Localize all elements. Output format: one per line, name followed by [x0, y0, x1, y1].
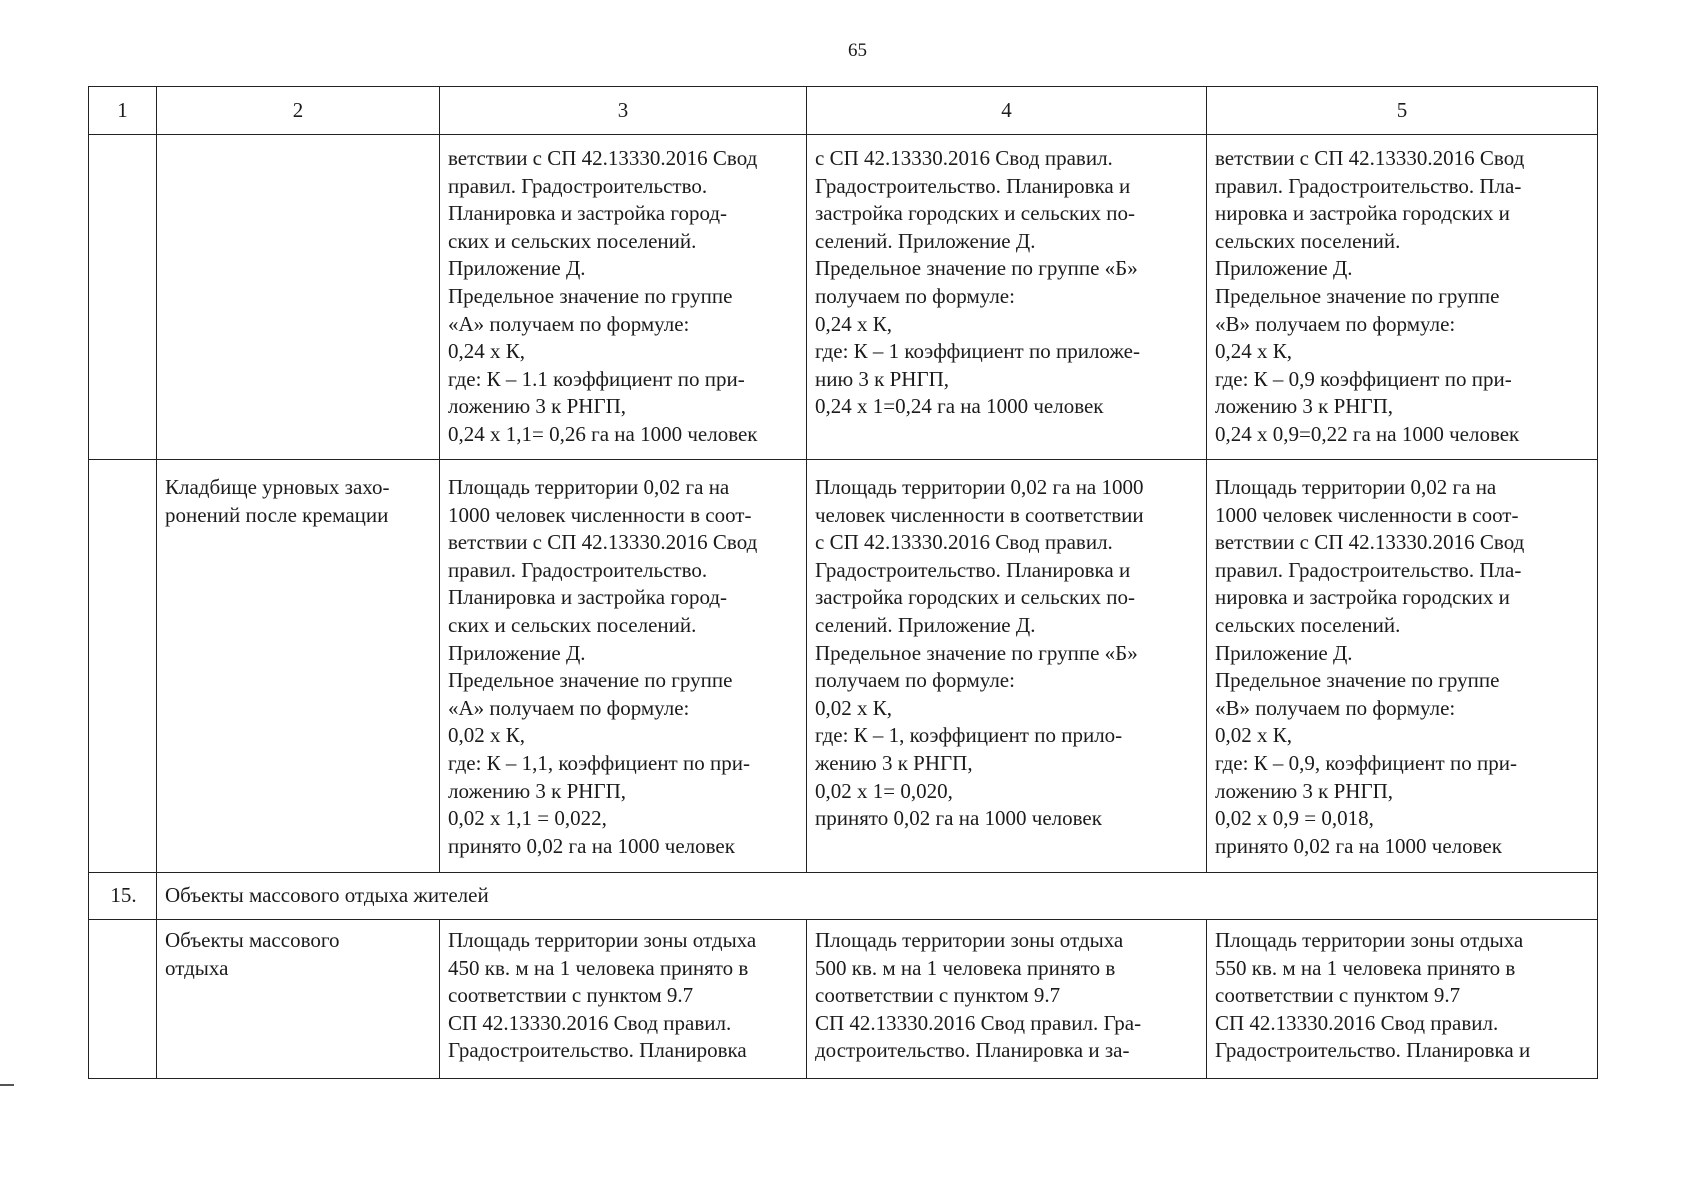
table-row-recreation	[89, 920, 1598, 1079]
cell-text-line: Площадь территории зоны отдыха	[448, 928, 757, 952]
cell-text-line: 1000 человек численности в соот-	[448, 502, 752, 527]
row-number-cell	[89, 460, 157, 873]
cell-text-line: правил. Градостроительство. Пла-	[1215, 173, 1522, 198]
cell-text-line: где: К – 0,9 коэффициент по при-	[1215, 366, 1512, 391]
cell-text-line: Градостроительство. Планировка и	[815, 557, 1131, 582]
cell-text-line: 0,24 х К,	[448, 339, 526, 364]
cell-text-line: Градостроительство. Планировка и	[1215, 1038, 1531, 1063]
cell-text-line: Объекты массового	[165, 928, 340, 952]
cell-text-line: человек численности в соответствии	[815, 502, 1144, 527]
cell-text-line: сельских поселений.	[1215, 612, 1401, 637]
cell-text-line: 0,02 х К,	[815, 695, 893, 720]
cell-text-line: 500 кв. м на 1 человека принято в	[815, 955, 1116, 980]
column-header-1: 1	[89, 87, 157, 135]
cell-text-line: нировка и застройка городских и	[1215, 201, 1510, 226]
cell-text-line: получаем по формуле:	[815, 668, 1015, 693]
cell-text-line: Предельное значение по группе «Б»	[815, 640, 1138, 665]
cell-text-line: ветствии с СП 42.13330.2016 Свод	[1215, 530, 1525, 555]
group-a-cell	[440, 920, 807, 1079]
cell-text-line: правил. Градостроительство.	[448, 173, 708, 198]
cell-text-line: Предельное значение по группе «Б»	[815, 256, 1138, 281]
cell-text-line: 0,02 х 1,1 = 0,022,	[448, 806, 607, 831]
group-c-cell	[1207, 135, 1598, 460]
column-header-4: 4	[807, 87, 1207, 135]
cell-text-line: Предельное значение по группе	[1215, 668, 1500, 693]
cell-text-line: соответствии с пунктом 9.7	[815, 983, 1061, 1008]
cell-text-line: где: К – 0,9, коэффициент по при-	[1215, 750, 1517, 775]
cell-text-line: Планировка и застройка город-	[448, 585, 728, 610]
cell-text-line: Приложение Д.	[448, 256, 586, 281]
cell-text-line: «А» получаем по формуле:	[448, 695, 690, 720]
cell-text-line: Площадь территории 0,02 га на	[448, 475, 730, 499]
object-name-cell	[157, 460, 440, 873]
group-a-cell	[440, 460, 807, 873]
cell-text-line: правил. Градостроительство. Пла-	[1215, 557, 1522, 582]
cell-text-line: ложению 3 к РНГП,	[1215, 394, 1394, 419]
row-number-cell	[89, 920, 157, 1079]
table-row-section-15	[89, 873, 1598, 920]
cell-text-line: 0,24 х 0,9=0,22 га на 1000 человек	[1215, 421, 1520, 446]
cell-text-line: Кладбище урновых захо-	[165, 475, 390, 499]
cell-text-line: Площадь территории зоны отдыха	[815, 928, 1124, 952]
cell-text-line: Приложение Д.	[1215, 640, 1353, 665]
cell-text-line: соответствии с пунктом 9.7	[1215, 983, 1461, 1008]
page-number: 65	[848, 40, 867, 61]
cell-text-line: ронений после кремации	[165, 502, 389, 527]
cell-text-line: Градостроительство. Планировка	[448, 1038, 747, 1063]
column-header-5: 5	[1207, 87, 1598, 135]
cell-text-line: где: К – 1, коэффициент по прило-	[815, 723, 1123, 748]
cell-text-line: Планировка и застройка город-	[448, 201, 728, 226]
cell-text-line: нировка и застройка городских и	[1215, 585, 1510, 610]
cell-text-line: с СП 42.13330.2016 Свод правил.	[815, 530, 1113, 555]
cell-text-line: нию 3 к РНГП,	[815, 366, 950, 391]
cell-text-line: правил. Градостроительство.	[448, 557, 708, 582]
cell-text-line: селений. Приложение Д.	[815, 612, 1036, 637]
cell-text-line: получаем по формуле:	[815, 283, 1015, 308]
group-a-cell	[440, 135, 807, 460]
table-header-row	[89, 87, 1598, 135]
cell-text-line: Предельное значение по группе	[448, 668, 733, 693]
cell-text-line: ложению 3 к РНГП,	[448, 394, 627, 419]
object-name-cell	[157, 135, 440, 460]
cell-text-line: принято 0,02 га на 1000 человек	[1215, 833, 1502, 858]
cell-text-line: ветствии с СП 42.13330.2016 Свод	[1215, 146, 1525, 170]
cell-text-line: Предельное значение по группе	[448, 283, 733, 308]
cell-text-line: застройка городских и сельских по-	[815, 201, 1135, 226]
cell-text-line: Площадь территории 0,02 га на 1000	[815, 475, 1144, 499]
cell-text-line: 450 кв. м на 1 человека принято в	[448, 955, 749, 980]
cell-text-line: 0,24 х 1=0,24 га на 1000 человек	[815, 394, 1104, 419]
cell-text-line: 0,24 х К,	[1215, 339, 1293, 364]
column-header-2: 2	[157, 87, 440, 135]
cell-text-line: ложению 3 к РНГП,	[1215, 778, 1394, 803]
cell-text-line: ветствии с СП 42.13330.2016 Свод	[448, 146, 758, 170]
cell-text-line: 0,02 х К,	[1215, 723, 1293, 748]
group-b-cell	[807, 135, 1207, 460]
scan-margin-mark	[0, 1084, 14, 1086]
cell-text-line: 0,02 х 0,9 = 0,018,	[1215, 806, 1374, 831]
cell-text-line: 0,02 х К,	[448, 723, 526, 748]
object-name-cell	[157, 920, 440, 1079]
cell-text-line: селений. Приложение Д.	[815, 228, 1036, 253]
cell-text-line: 1000 человек численности в соот-	[1215, 502, 1519, 527]
cell-text-line: ских и сельских поселений.	[448, 612, 697, 637]
cell-text-line: Площадь территории зоны отдыха	[1215, 928, 1524, 952]
cell-text-line: где: К – 1.1 коэффициент по при-	[448, 366, 745, 391]
requirements-table	[88, 86, 1598, 1079]
cell-text-line: 550 кв. м на 1 человека принято в	[1215, 955, 1516, 980]
cell-text-line: СП 42.13330.2016 Свод правил. Гра-	[815, 1010, 1142, 1035]
group-c-cell	[1207, 920, 1598, 1079]
cell-text-line: где: К – 1 коэффициент по приложе-	[815, 339, 1140, 364]
section-number: 15.	[89, 873, 157, 920]
cell-text-line: СП 42.13330.2016 Свод правил.	[448, 1010, 732, 1035]
table-row-urn-cemetery	[89, 460, 1598, 873]
cell-text-line: достроительство. Планировка и за-	[815, 1038, 1130, 1063]
row-number-cell	[89, 135, 157, 460]
cell-text-line: соответствии с пунктом 9.7	[448, 983, 694, 1008]
cell-text-line: Приложение Д.	[1215, 256, 1353, 281]
cell-text-line: Предельное значение по группе	[1215, 283, 1500, 308]
cell-text-line: Градостроительство. Планировка и	[815, 173, 1131, 198]
cell-text-line: 0,02 х 1= 0,020,	[815, 778, 953, 803]
cell-text-line: Площадь территории 0,02 га на	[1215, 475, 1497, 499]
cell-text-line: с СП 42.13330.2016 Свод правил.	[815, 146, 1113, 170]
cell-text-line: принято 0,02 га на 1000 человек	[815, 806, 1102, 831]
cell-text-line: жению 3 к РНГП,	[815, 750, 973, 775]
column-header-3: 3	[440, 87, 807, 135]
cell-text-line: где: К – 1,1, коэффициент по при-	[448, 750, 750, 775]
cell-text-line: отдыха	[165, 955, 229, 980]
cell-text-line: принято 0,02 га на 1000 человек	[448, 833, 735, 858]
cell-text-line: ложению 3 к РНГП,	[448, 778, 627, 803]
cell-text-line: ских и сельских поселений.	[448, 228, 697, 253]
cell-text-line: СП 42.13330.2016 Свод правил.	[1215, 1010, 1499, 1035]
cell-text-line: 0,24 х 1,1= 0,26 га на 1000 человек	[448, 421, 758, 446]
group-b-cell	[807, 920, 1207, 1079]
cell-text-line: сельских поселений.	[1215, 228, 1401, 253]
cell-text-line: застройка городских и сельских по-	[815, 585, 1135, 610]
group-b-cell	[807, 460, 1207, 873]
cell-text-line: 0,24 х К,	[815, 311, 893, 336]
group-c-cell	[1207, 460, 1598, 873]
cell-text-line: Приложение Д.	[448, 640, 586, 665]
cell-text-line: «В» получаем по формуле:	[1215, 695, 1456, 720]
cell-text-line: «А» получаем по формуле:	[448, 311, 690, 336]
cell-text-line: «В» получаем по формуле:	[1215, 311, 1456, 336]
section-title: Объекты массового отдыха жителей	[157, 873, 1598, 920]
cell-text-line: ветствии с СП 42.13330.2016 Свод	[448, 530, 758, 555]
table-row-continuation	[89, 135, 1598, 460]
